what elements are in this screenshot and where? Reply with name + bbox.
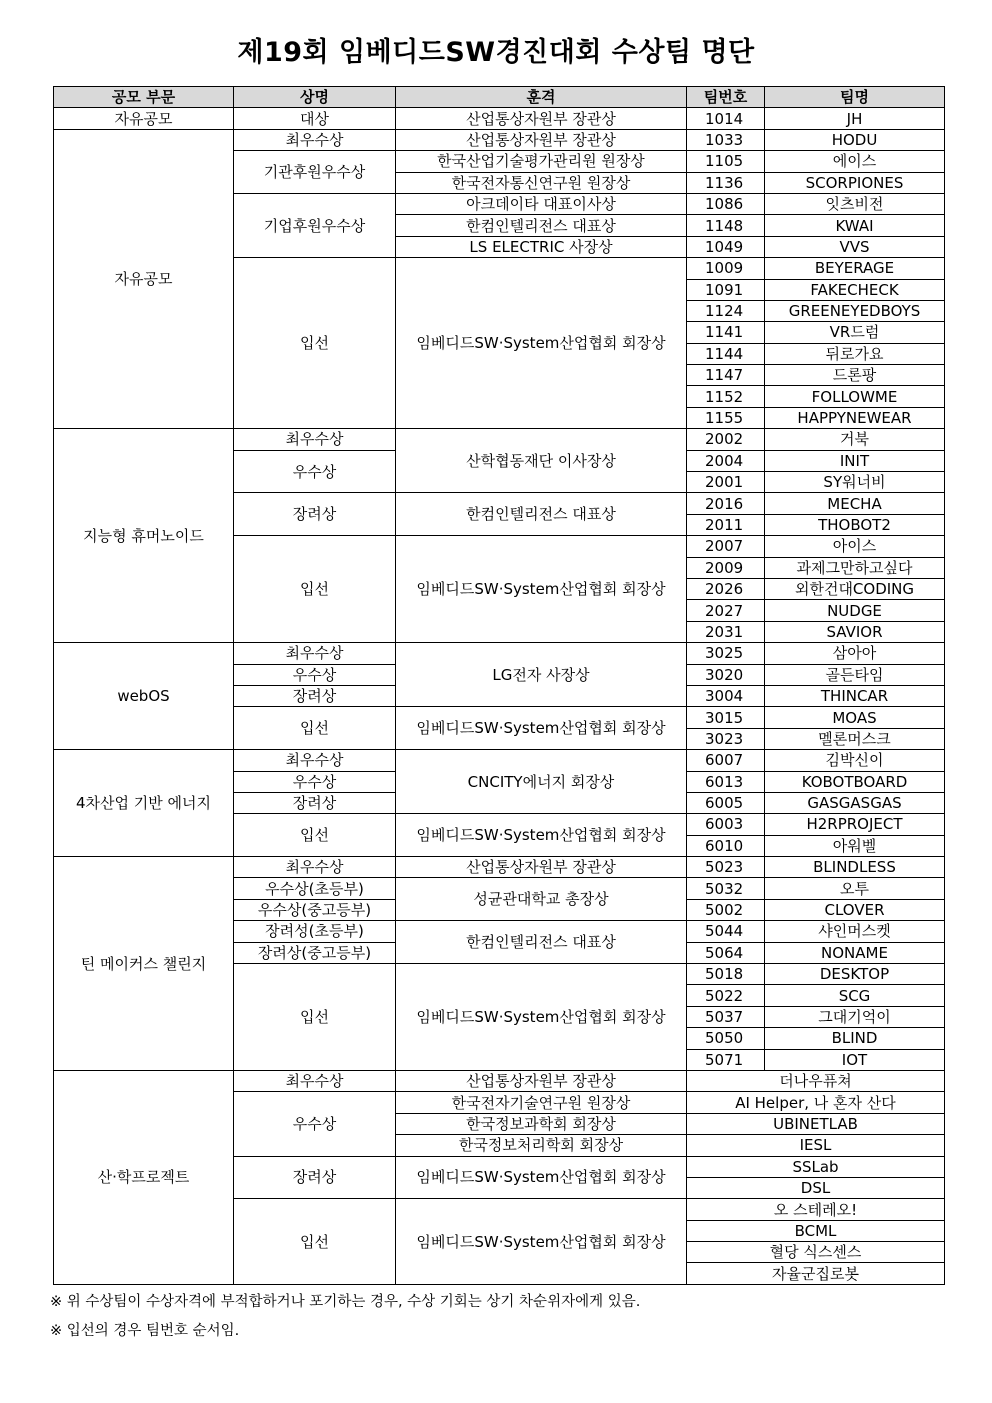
table-body bbox=[54, 108, 945, 1284]
cell-team-number: 2027 bbox=[687, 600, 765, 621]
cell-award-name: 최우수상 bbox=[234, 750, 396, 771]
table-row bbox=[54, 1070, 945, 1091]
cell-team-name: VR드럼 bbox=[765, 322, 945, 343]
cell-award-name: 장려상 bbox=[234, 685, 396, 706]
cell-award-name: 장려상 bbox=[234, 1156, 396, 1199]
cell-team-number: 3015 bbox=[687, 707, 765, 728]
cell-award-name: 기업후원우수상 bbox=[234, 193, 396, 257]
cell-team-name: GASGASGAS bbox=[765, 792, 945, 813]
cell-team-name: 외한건대CODING bbox=[765, 578, 945, 599]
cell-award-name: 장려상 bbox=[234, 792, 396, 813]
cell-award-name: 우수상 bbox=[234, 1092, 396, 1156]
cell-team-name: FAKECHECK bbox=[765, 279, 945, 300]
cell-team-number: 1141 bbox=[687, 322, 765, 343]
cell-team-number: 1033 bbox=[687, 129, 765, 150]
cell-team-number: 2004 bbox=[687, 450, 765, 471]
cell-team-number: 5002 bbox=[687, 899, 765, 920]
cell-team-name: NONAME bbox=[765, 942, 945, 963]
cell-award-name: 우수상(초등부) bbox=[234, 878, 396, 899]
header-team-number: 팀번호 bbox=[687, 87, 765, 108]
cell-team-name: SAVIOR bbox=[765, 621, 945, 642]
cell-team-name: 오투 bbox=[765, 878, 945, 899]
cell-team-number: 1105 bbox=[687, 151, 765, 172]
cell-team-number: 1049 bbox=[687, 236, 765, 257]
cell-team-number: 5023 bbox=[687, 857, 765, 878]
cell-award-name: 입선 bbox=[234, 536, 396, 643]
cell-team-name: AI Helper, 나 혼자 산다 bbox=[687, 1092, 945, 1113]
cell-honor: LS ELECTRIC 사장상 bbox=[396, 236, 687, 257]
cell-team-number: 1148 bbox=[687, 215, 765, 236]
cell-team-number: 1152 bbox=[687, 386, 765, 407]
cell-honor: 산업통상자원부 장관상 bbox=[396, 108, 687, 129]
cell-award-name: 최우수상 bbox=[234, 429, 396, 450]
cell-honor: 한국정보처리학회 회장상 bbox=[396, 1135, 687, 1156]
cell-team-name: DESKTOP bbox=[765, 964, 945, 985]
cell-award-name: 우수상 bbox=[234, 771, 396, 792]
cell-team-name: 과제그만하고싶다 bbox=[765, 557, 945, 578]
cell-team-name: SCG bbox=[765, 985, 945, 1006]
cell-team-number: 5064 bbox=[687, 942, 765, 963]
cell-team-number: 2016 bbox=[687, 493, 765, 514]
cell-award-name: 우수상 bbox=[234, 664, 396, 685]
cell-honor: 임베디드SW·System산업협회 회장상 bbox=[396, 258, 687, 429]
cell-team-name: 에이스 bbox=[765, 151, 945, 172]
cell-award-name: 장려상 bbox=[234, 493, 396, 536]
page-title: 제19회 임베디드SW경진대회 수상팀 명단 bbox=[237, 37, 755, 68]
cell-team-name: HODU bbox=[765, 129, 945, 150]
cell-team-name: SCORPIONES bbox=[765, 172, 945, 193]
cell-team-number: 5044 bbox=[687, 921, 765, 942]
cell-team-number: 2007 bbox=[687, 536, 765, 557]
cell-award-name: 최우수상 bbox=[234, 129, 396, 150]
footnotes bbox=[50, 1288, 950, 1346]
table-row bbox=[54, 429, 945, 450]
cell-team-name: 더나우퓨쳐 bbox=[687, 1070, 945, 1091]
cell-team-number: 1091 bbox=[687, 279, 765, 300]
cell-team-name: MECHA bbox=[765, 493, 945, 514]
table-row bbox=[54, 643, 945, 664]
cell-team-number: 5037 bbox=[687, 1006, 765, 1027]
cell-team-name: BLINDLESS bbox=[765, 857, 945, 878]
cell-award-name: 입선 bbox=[234, 964, 396, 1071]
cell-honor: 아크데이타 대표이사상 bbox=[396, 193, 687, 214]
cell-award-name: 최우수상 bbox=[234, 643, 396, 664]
cell-team-name: THOBOT2 bbox=[765, 514, 945, 535]
cell-award-name: 장려상(중고등부) bbox=[234, 942, 396, 963]
cell-team-number: 5032 bbox=[687, 878, 765, 899]
cell-award-name: 우수상(중고등부) bbox=[234, 899, 396, 920]
cell-honor: 한컴인텔리전스 대표상 bbox=[396, 921, 687, 964]
cell-team-name: 오 스테레오! bbox=[687, 1199, 945, 1220]
cell-team-number: 1155 bbox=[687, 407, 765, 428]
cell-team-number: 6005 bbox=[687, 792, 765, 813]
cell-category: 틴 메이커스 챌린지 bbox=[54, 857, 234, 1071]
cell-team-name: VVS bbox=[765, 236, 945, 257]
cell-honor: 한국전자통신연구원 원장상 bbox=[396, 172, 687, 193]
cell-team-number: 2001 bbox=[687, 472, 765, 493]
cell-team-number: 2026 bbox=[687, 578, 765, 599]
cell-team-name: INIT bbox=[765, 450, 945, 471]
cell-team-name: BLIND bbox=[765, 1028, 945, 1049]
cell-team-name: UBINETLAB bbox=[687, 1113, 945, 1134]
cell-category: webOS bbox=[54, 643, 234, 750]
cell-team-number: 6007 bbox=[687, 750, 765, 771]
cell-honor: CNCITY에너지 회장상 bbox=[396, 750, 687, 814]
cell-honor: 임베디드SW·System산업협회 회장상 bbox=[396, 1156, 687, 1199]
cell-team-name: SSLab bbox=[687, 1156, 945, 1177]
footnote: ※ 입선의 경우 팀번호 순서임. bbox=[50, 1323, 240, 1339]
cell-team-name: KOBOTBOARD bbox=[765, 771, 945, 792]
cell-award-name: 입선 bbox=[234, 707, 396, 750]
table-row bbox=[54, 129, 945, 150]
cell-team-number: 5071 bbox=[687, 1049, 765, 1070]
cell-honor: 임베디드SW·System산업협회 회장상 bbox=[396, 707, 687, 750]
cell-honor: 산업통상자원부 장관상 bbox=[396, 857, 687, 878]
cell-team-name: SY워너비 bbox=[765, 472, 945, 493]
cell-honor: 산업통상자원부 장관상 bbox=[396, 129, 687, 150]
cell-award-name: 입선 bbox=[234, 814, 396, 857]
cell-team-name: IESL bbox=[687, 1135, 945, 1156]
cell-team-name: BEYERAGE bbox=[765, 258, 945, 279]
cell-team-name: 자율군집로봇 bbox=[687, 1263, 945, 1284]
table-row bbox=[54, 108, 945, 129]
cell-award-name: 입선 bbox=[234, 1199, 396, 1285]
cell-team-name: 혈당 식스센스 bbox=[687, 1242, 945, 1263]
cell-team-name: JH bbox=[765, 108, 945, 129]
cell-team-number: 2009 bbox=[687, 557, 765, 578]
cell-honor: 임베디드SW·System산업협회 회장상 bbox=[396, 536, 687, 643]
cell-honor: 임베디드SW·System산업협회 회장상 bbox=[396, 1199, 687, 1285]
cell-team-number: 1014 bbox=[687, 108, 765, 129]
cell-team-number: 2002 bbox=[687, 429, 765, 450]
cell-honor: 한국정보과학회 회장상 bbox=[396, 1113, 687, 1134]
cell-team-name: MOAS bbox=[765, 707, 945, 728]
cell-award-name: 입선 bbox=[234, 258, 396, 429]
cell-team-name: DSL bbox=[687, 1177, 945, 1198]
cell-team-name: THINCAR bbox=[765, 685, 945, 706]
cell-team-name: CLOVER bbox=[765, 899, 945, 920]
cell-team-name: BCML bbox=[687, 1220, 945, 1241]
cell-team-name: HAPPYNEWEAR bbox=[765, 407, 945, 428]
cell-team-number: 1086 bbox=[687, 193, 765, 214]
cell-team-name: 멜론머스크 bbox=[765, 728, 945, 749]
cell-team-number: 2011 bbox=[687, 514, 765, 535]
cell-award-name: 우수상 bbox=[234, 450, 396, 493]
cell-team-name: FOLLOWME bbox=[765, 386, 945, 407]
cell-team-name: 아이스 bbox=[765, 536, 945, 557]
cell-team-name: 그대기억이 bbox=[765, 1006, 945, 1027]
cell-award-name: 최우수상 bbox=[234, 1070, 396, 1091]
cell-team-name: IOT bbox=[765, 1049, 945, 1070]
cell-team-name: 삼아아 bbox=[765, 643, 945, 664]
cell-team-name: 김박신이 bbox=[765, 750, 945, 771]
cell-team-number: 1124 bbox=[687, 300, 765, 321]
cell-honor: 한컴인텔리전스 대표상 bbox=[396, 493, 687, 536]
cell-team-number: 6013 bbox=[687, 771, 765, 792]
cell-award-name: 최우수상 bbox=[234, 857, 396, 878]
header-team-name: 팀명 bbox=[765, 87, 945, 108]
cell-team-number: 1136 bbox=[687, 172, 765, 193]
cell-team-number: 1009 bbox=[687, 258, 765, 279]
cell-team-name: 드론팡 bbox=[765, 365, 945, 386]
cell-team-name: 잇츠비전 bbox=[765, 193, 945, 214]
cell-team-number: 3004 bbox=[687, 685, 765, 706]
cell-team-name: GREENEYEDBOYS bbox=[765, 300, 945, 321]
cell-team-name: 골든타임 bbox=[765, 664, 945, 685]
cell-category: 자유공모 bbox=[54, 108, 234, 129]
header-award-name: 상명 bbox=[234, 87, 396, 108]
cell-category: 4차산업 기반 에너지 bbox=[54, 750, 234, 857]
cell-team-number: 1144 bbox=[687, 343, 765, 364]
cell-honor: 임베디드SW·System산업협회 회장상 bbox=[396, 814, 687, 857]
cell-team-number: 1147 bbox=[687, 365, 765, 386]
cell-team-number: 3023 bbox=[687, 728, 765, 749]
cell-team-number: 2031 bbox=[687, 621, 765, 642]
table-header-row bbox=[54, 87, 945, 108]
cell-category: 지능형 휴머노이드 bbox=[54, 429, 234, 643]
header-category: 공모 부문 bbox=[54, 87, 234, 108]
header-honor: 훈격 bbox=[396, 87, 687, 108]
cell-team-name: NUDGE bbox=[765, 600, 945, 621]
cell-team-number: 6010 bbox=[687, 835, 765, 856]
cell-award-name: 장려성(초등부) bbox=[234, 921, 396, 942]
cell-honor: 임베디드SW·System산업협회 회장상 bbox=[396, 964, 687, 1071]
cell-honor: 한국산업기술평가관리원 원장상 bbox=[396, 151, 687, 172]
cell-honor: 한국전자기술연구원 원장상 bbox=[396, 1092, 687, 1113]
cell-team-number: 3025 bbox=[687, 643, 765, 664]
cell-honor: LG전자 사장상 bbox=[396, 643, 687, 707]
cell-honor: 한컴인텔리전스 대표상 bbox=[396, 215, 687, 236]
cell-honor: 산학협동재단 이사장상 bbox=[396, 429, 687, 493]
table-row bbox=[54, 750, 945, 771]
award-winners-table bbox=[53, 86, 945, 1285]
cell-team-number: 3020 bbox=[687, 664, 765, 685]
cell-team-name: KWAI bbox=[765, 215, 945, 236]
cell-team-name: H2RPROJECT bbox=[765, 814, 945, 835]
cell-team-name: 뒤로가요 bbox=[765, 343, 945, 364]
footnote: ※ 위 수상팀이 수상자격에 부적합하거나 포기하는 경우, 수상 기회는 상기 차순위자에게 있음. bbox=[50, 1294, 641, 1310]
cell-team-number: 5050 bbox=[687, 1028, 765, 1049]
cell-category: 자유공모 bbox=[54, 129, 234, 428]
cell-category: 산·학프로젝트 bbox=[54, 1070, 234, 1284]
cell-team-name: 샤인머스켓 bbox=[765, 921, 945, 942]
cell-team-number: 5018 bbox=[687, 964, 765, 985]
cell-honor: 산업통상자원부 장관상 bbox=[396, 1070, 687, 1091]
cell-team-name: 아워벨 bbox=[765, 835, 945, 856]
cell-award-name: 기관후원우수상 bbox=[234, 151, 396, 194]
table-row bbox=[54, 857, 945, 878]
cell-team-number: 5022 bbox=[687, 985, 765, 1006]
cell-team-number: 6003 bbox=[687, 814, 765, 835]
cell-award-name: 대상 bbox=[234, 108, 396, 129]
cell-honor: 성균관대학교 총장상 bbox=[396, 878, 687, 921]
cell-team-name: 거북 bbox=[765, 429, 945, 450]
